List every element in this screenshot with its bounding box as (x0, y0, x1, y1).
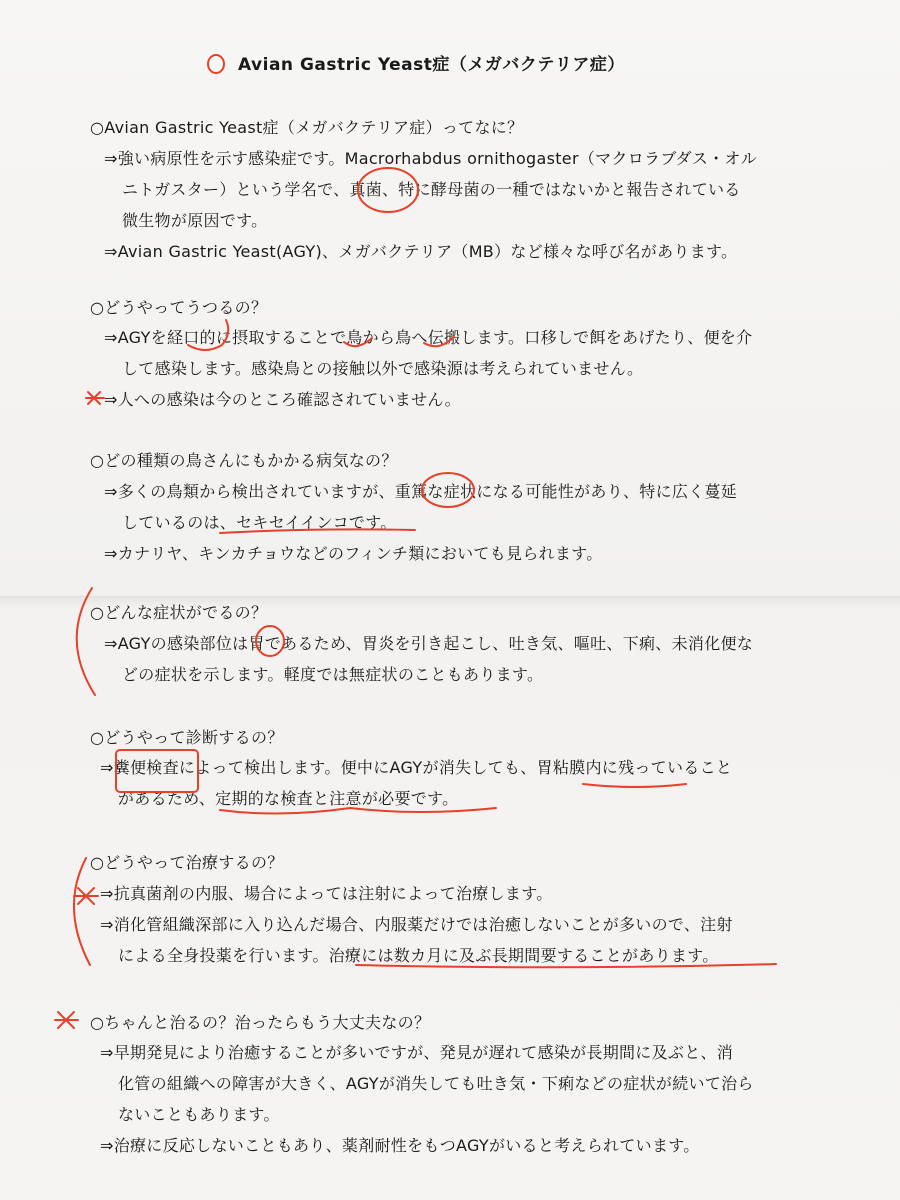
answer-line: ないこともあります。 (118, 1105, 280, 1124)
section-answer (104, 628, 824, 690)
answer-line: による全身投薬を行います。治療には数カ月に及ぶ長期間要することがあります。 (118, 946, 719, 965)
answer-line: しているのは、セキセイインコです。 (122, 513, 397, 532)
section-answer (104, 322, 824, 415)
section-answer (100, 752, 820, 814)
answer-line: ⇒抗真菌剤の内服、場合によっては注射によって治療します。 (100, 884, 553, 903)
section-answer (100, 878, 820, 971)
section-question: ○Avian Gastric Yeast症（メガバクテリア症）ってなに？ (90, 118, 524, 137)
section-question: ○どんな症状がでるの？ (90, 603, 268, 622)
answer-line: ⇒治療に反応しないこともあり、薬剤耐性をもつAGYがいると考えられています。 (100, 1136, 700, 1155)
answer-line: ⇒早期発見により治癒することが多いですが、発見が遅れて感染が長期間に及ぶと、消 (100, 1043, 734, 1062)
answer-line: ニトガスター）という学名で、真菌、特に酵母菌の一種ではないかと報告されている (122, 180, 741, 199)
section-question: ○どの種類の鳥さんにもかかる病気なの？ (90, 451, 398, 470)
answer-line: ⇒消化管組織深部に入り込んだ場合、内服薬だけでは治癒しないことが多いので、注射 (100, 915, 733, 934)
answer-line: ⇒AGYの感染部位は胃であるため、胃炎を引き起こし、吐き気、嘔吐、下痢、未消化便な (104, 634, 754, 653)
answer-line: ⇒多くの鳥類から検出されていますが、重篤な症状になる可能性があり、特に広く蔓延 (104, 482, 738, 501)
answer-line: して感染します。感染鳥との接触以外で感染源は考えられていません。 (122, 359, 644, 378)
section-question: ○どうやって治療するの？ (90, 853, 284, 872)
section-question: ○ちゃんと治るの？治ったらもう大丈夫なの？ (90, 1013, 431, 1032)
answer-line: ⇒カナリヤ、キンカチョウなどのフィンチ類においても見られます。 (104, 544, 603, 563)
answer-line: 化管の組織への障害が大きく、AGYが消失しても吐き気・下痢などの症状が続いて治ら (118, 1074, 754, 1093)
answer-line: ⇒糞便検査によって検出します。便中にAGYが消失しても、胃粘膜内に残っていること (100, 758, 733, 777)
answer-line: があるため、定期的な検査と注意が必要です。 (118, 789, 459, 808)
section-question: ○どうやってうつるの？ (90, 298, 268, 317)
answer-line: ⇒強い病原性を示す感染症です。Macrorhabdus ornithogaster（マクロラブダス・オル (104, 149, 758, 168)
answer-line: ⇒Avian Gastric Yeast(AGY)、メガバクテリア（MB）など様々な呼び名があります。 (104, 242, 738, 261)
answer-line: ⇒AGYを経口的に摂取することで鳥から鳥へ伝搬します。口移しで餌をあげたり、便を介 (104, 328, 753, 347)
fold-crease (0, 596, 900, 598)
document-title: Avian Gastric Yeast症（メガバクテリア症） (238, 55, 625, 75)
section-answer (100, 1037, 820, 1161)
answer-line: ⇒人への感染は今のところ確認されていません。 (104, 390, 461, 409)
section-answer (104, 143, 824, 267)
answer-line: 微生物が原因です。 (122, 211, 268, 230)
section-answer (104, 476, 824, 569)
answer-line: どの症状を示します。軽度では無症状のこともあります。 (122, 665, 544, 684)
section-question: ○どうやって診断するの？ (90, 728, 284, 747)
